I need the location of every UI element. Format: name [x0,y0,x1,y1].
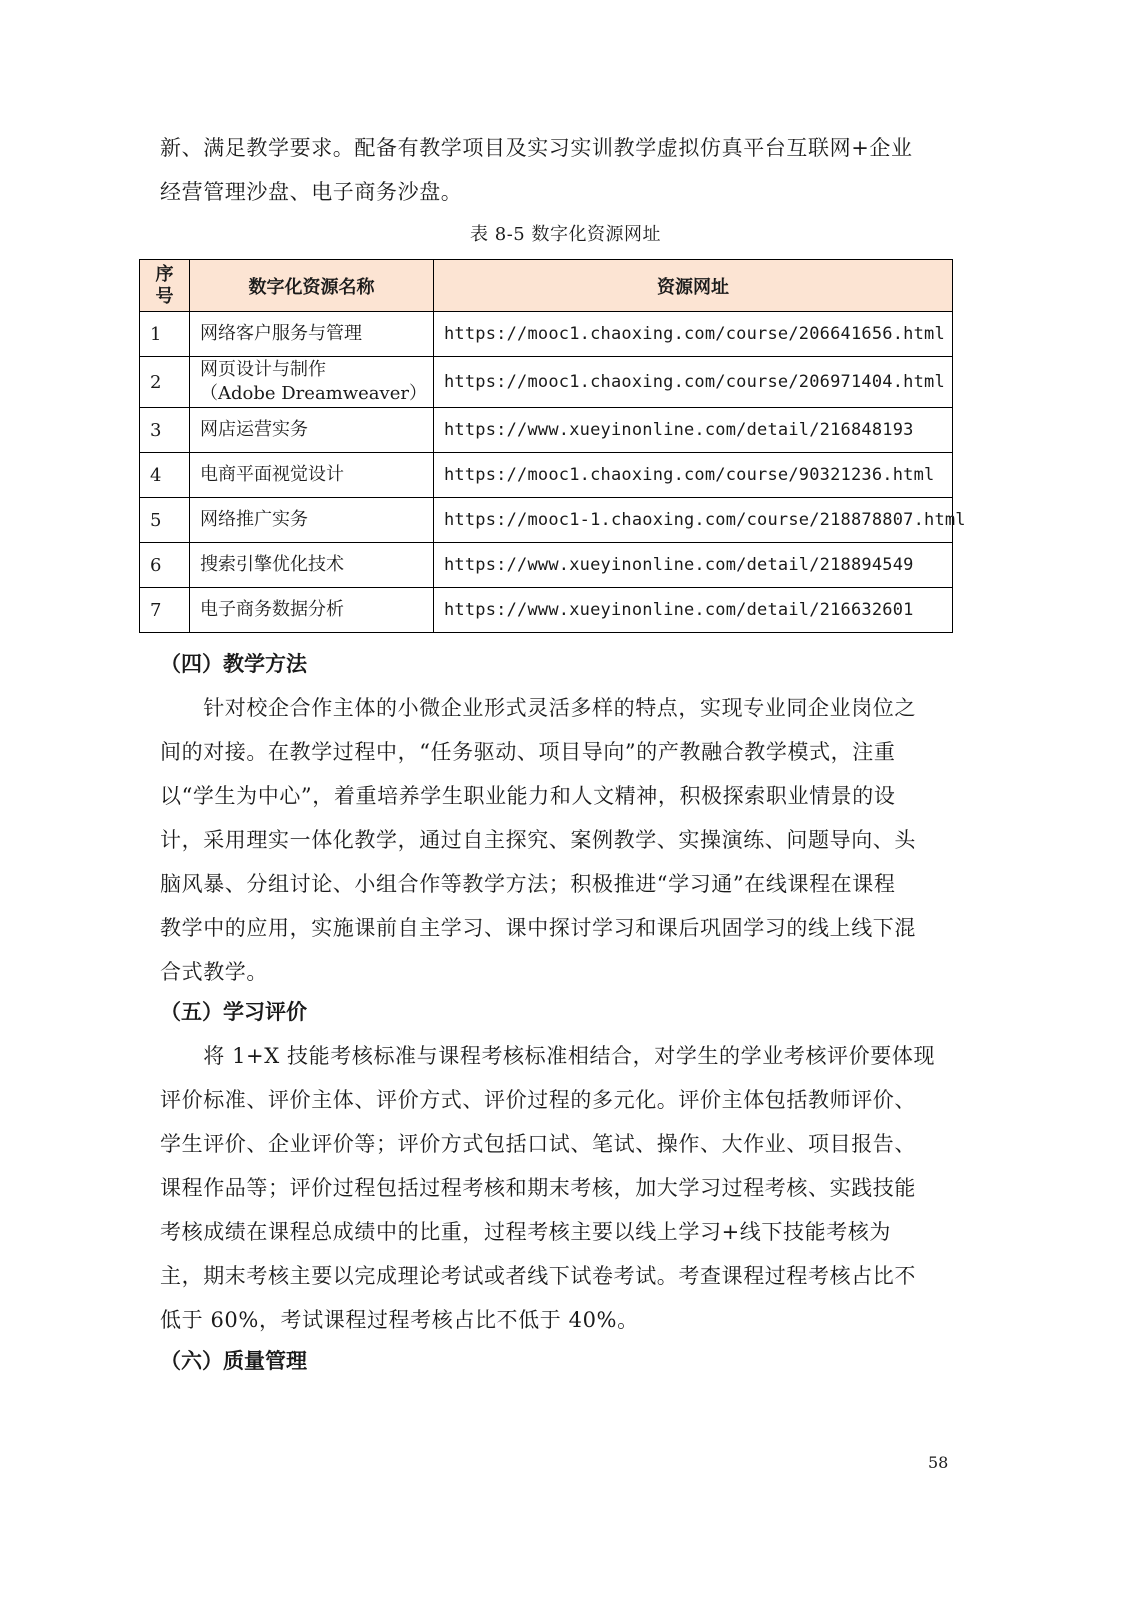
table-row [140,408,953,453]
resource-name-text: 网络推广实务 [200,509,308,530]
section-heading-evaluation: （五）学习评价 [160,1000,307,1024]
table-row [140,453,953,498]
row-index: 1 [140,312,190,357]
text-line: 经营管理沙盘、电子商务沙盘。 [160,180,463,204]
resource-table [139,259,966,633]
text-line: 课程作品等；评价过程包括过程考核和期末考核，加大学习过程考核、实践技能 [160,1176,916,1200]
table-caption: 表 8-5 数字化资源网址 [470,224,661,245]
resource-name-text: 电商平面视觉设计 [200,464,344,485]
section-heading-teaching-method: （四）教学方法 [160,652,307,676]
resource-name-text: 电子商务数据分析 [200,599,344,620]
text-line: 计，采用理实一体化教学，通过自主探究、案例教学、实操演练、问题导向、头 [160,828,916,852]
row-index: 5 [140,498,190,543]
row-index: 7 [140,588,190,633]
table-row [140,588,953,633]
resource-name [190,588,434,633]
resource-name-text: 网络客户服务与管理 [200,323,362,344]
resource-name [190,543,434,588]
resource-url: https://mooc1-1.chaoxing.com/course/218878807.html [434,498,953,543]
table-row [140,498,953,543]
row-index: 3 [140,408,190,453]
text-line: 学生评价、企业评价等；评价方式包括口试、笔试、操作、大作业、项目报告、 [160,1132,916,1156]
table-header-row [140,260,953,312]
text-line: 主，期末考核主要以完成理论考试或者线下试卷考试。考查课程过程考核占比不 [160,1264,916,1288]
header-index-part: 号 [155,285,174,307]
text-line: 将 1+X 技能考核标准与课程考核标准相结合，对学生的学业考核评价要体现 [160,1044,936,1068]
resource-url: https://mooc1.chaoxing.com/course/90321236.html [434,453,953,498]
text-line: 针对校企合作主体的小微企业形式灵活多样的特点，实现专业同企业岗位之 [160,696,916,720]
header-url: 资源网址 [434,260,953,312]
intro-paragraph [160,126,950,214]
resource-name [190,312,434,357]
table-row [140,543,953,588]
row-index: 2 [140,357,190,408]
text-line: 考核成绩在课程总成绩中的比重，过程考核主要以线上学习+线下技能考核为 [160,1220,891,1244]
resource-url: https://mooc1.chaoxing.com/course/206971404.html [434,357,953,408]
resource-name-text: 网店运营实务 [200,419,308,440]
text-line: 以“学生为中心”，着重培养学生职业能力和人文精神，积极探索职业情景的设 [160,784,896,808]
text-line: 教学中的应用，实施课前自主学习、课中探讨学习和课后巩固学习的线上线下混 [160,916,916,940]
resource-name-text: 网页设计与制作 [200,359,326,380]
text-line: 间的对接。在教学过程中，“任务驱动、项目导向”的产教融合教学模式，注重 [160,740,896,764]
table-row [140,312,953,357]
text-line: 低于 60%，考试课程过程考核占比不低于 40%。 [160,1308,639,1332]
header-name: 数字化资源名称 [190,260,434,312]
row-index: 4 [140,453,190,498]
resource-name [190,453,434,498]
text-line: 脑风暴、分组讨论、小组合作等教学方法；积极推进“学习通”在线课程在课程 [160,872,896,896]
resource-name [190,408,434,453]
resource-url: https://www.xueyinonline.com/detail/216848193 [434,408,953,453]
resource-name [190,357,434,408]
resource-url: https://mooc1.chaoxing.com/course/206641656.html [434,312,953,357]
resource-url: https://www.xueyinonline.com/detail/216632601 [434,588,953,633]
text-line: 新、满足教学要求。配备有教学项目及实习实训教学虚拟仿真平台互联网+企业 [160,136,913,160]
teaching-method-paragraph [160,686,950,994]
resource-name-text: 搜索引擎优化技术 [200,554,344,575]
header-index-part: 序 [155,263,174,285]
resource-name-text: （Adobe Dreamweaver） [200,383,427,404]
evaluation-paragraph [160,1034,950,1342]
text-line: 评价标准、评价主体、评价方式、评价过程的多元化。评价主体包括教师评价、 [160,1088,916,1112]
page-number: 58 [928,1453,949,1472]
table-row [140,357,953,408]
section-heading-quality: （六）质量管理 [160,1349,307,1373]
row-index: 6 [140,543,190,588]
resource-url: https://www.xueyinonline.com/detail/218894549 [434,543,953,588]
text-line: 合式教学。 [160,960,268,984]
resource-name [190,498,434,543]
header-index [140,260,190,312]
